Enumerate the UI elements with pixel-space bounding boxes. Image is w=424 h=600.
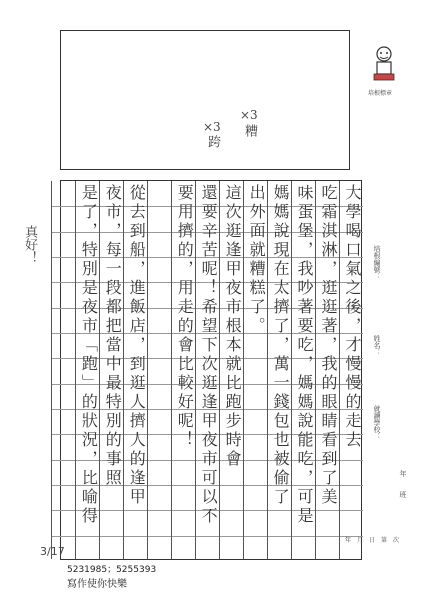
correction-count-2: ×3 (240, 108, 258, 122)
essay-column-text: 是了，特別是夜市「跑」的狀況，比喻得 (79, 184, 99, 526)
grid-cell-line (52, 460, 75, 461)
grid-cell-line (52, 434, 75, 435)
essay-column-text: 還要辛苦呢！希望下次逛逢甲夜市可以不 (199, 184, 219, 526)
grid-cell-line (52, 510, 75, 511)
essay-column-text: 大學喝口氣之後，才慢慢的走去 (342, 184, 362, 450)
correction-char-2: 糟 (242, 124, 257, 137)
grid-cell-line (52, 257, 75, 258)
essay-column-text: 要用擠的，用走的會比較好呢！ (175, 184, 195, 450)
school-label: 就讀學校： (373, 405, 381, 440)
slogan: 寫作使你快樂 (67, 579, 127, 590)
id-label: 培根編號： (373, 245, 381, 280)
essay-column-text (148, 184, 172, 558)
grid-cell-line (52, 282, 75, 283)
grid-cell-line (52, 485, 75, 486)
essay-column-text: 吃霜淇淋，逛逛著，我的眼睛看到了美 (319, 184, 339, 507)
grid-cell-line (52, 333, 75, 334)
essay-column-text: 味蛋堡，我吵著要吃，媽媽說能吃，可是 (295, 184, 315, 526)
writing-grid (60, 180, 362, 560)
mascot-icon (370, 42, 398, 82)
phone-number: 5231985；5255393 (67, 565, 157, 575)
grid-cell-line (52, 536, 75, 537)
grid-cell-line (52, 358, 75, 359)
grid-cell-line (52, 308, 75, 309)
grid-cell-line (52, 384, 75, 385)
date-label: 年 月 日 第 次 (345, 537, 400, 544)
stamp-label: 培根標章 (368, 90, 393, 97)
teacher-praise: 真好！ (22, 225, 37, 264)
essay-column-text: 出外面就糟糕了。 (247, 184, 267, 336)
essay-column-text: 夜市，每一段都把當中最特別的事照 (103, 184, 123, 488)
teacher-comment-box (60, 30, 350, 170)
name-label: 姓名： (373, 335, 381, 356)
grid-cell-line (52, 232, 75, 233)
essay-column-text: 從去到船，進飯店，到逛人擠人的逢甲 (127, 184, 147, 507)
correction-count-1: ×3 (203, 120, 221, 134)
grid-column-line (51, 181, 75, 559)
grid-cell-line (52, 409, 75, 410)
grid-cell-line (52, 206, 75, 207)
essay-column-text: 這次逛逢甲夜市根本就比跑步時會 (223, 184, 243, 469)
correction-char-1: 跨 (205, 135, 220, 148)
grade-label: 年 班 (399, 470, 407, 498)
essay-column-text: 媽媽說現在太擠了，萬一錢包也被偷了 (271, 184, 291, 507)
comment-date: 3/17 (40, 545, 65, 558)
